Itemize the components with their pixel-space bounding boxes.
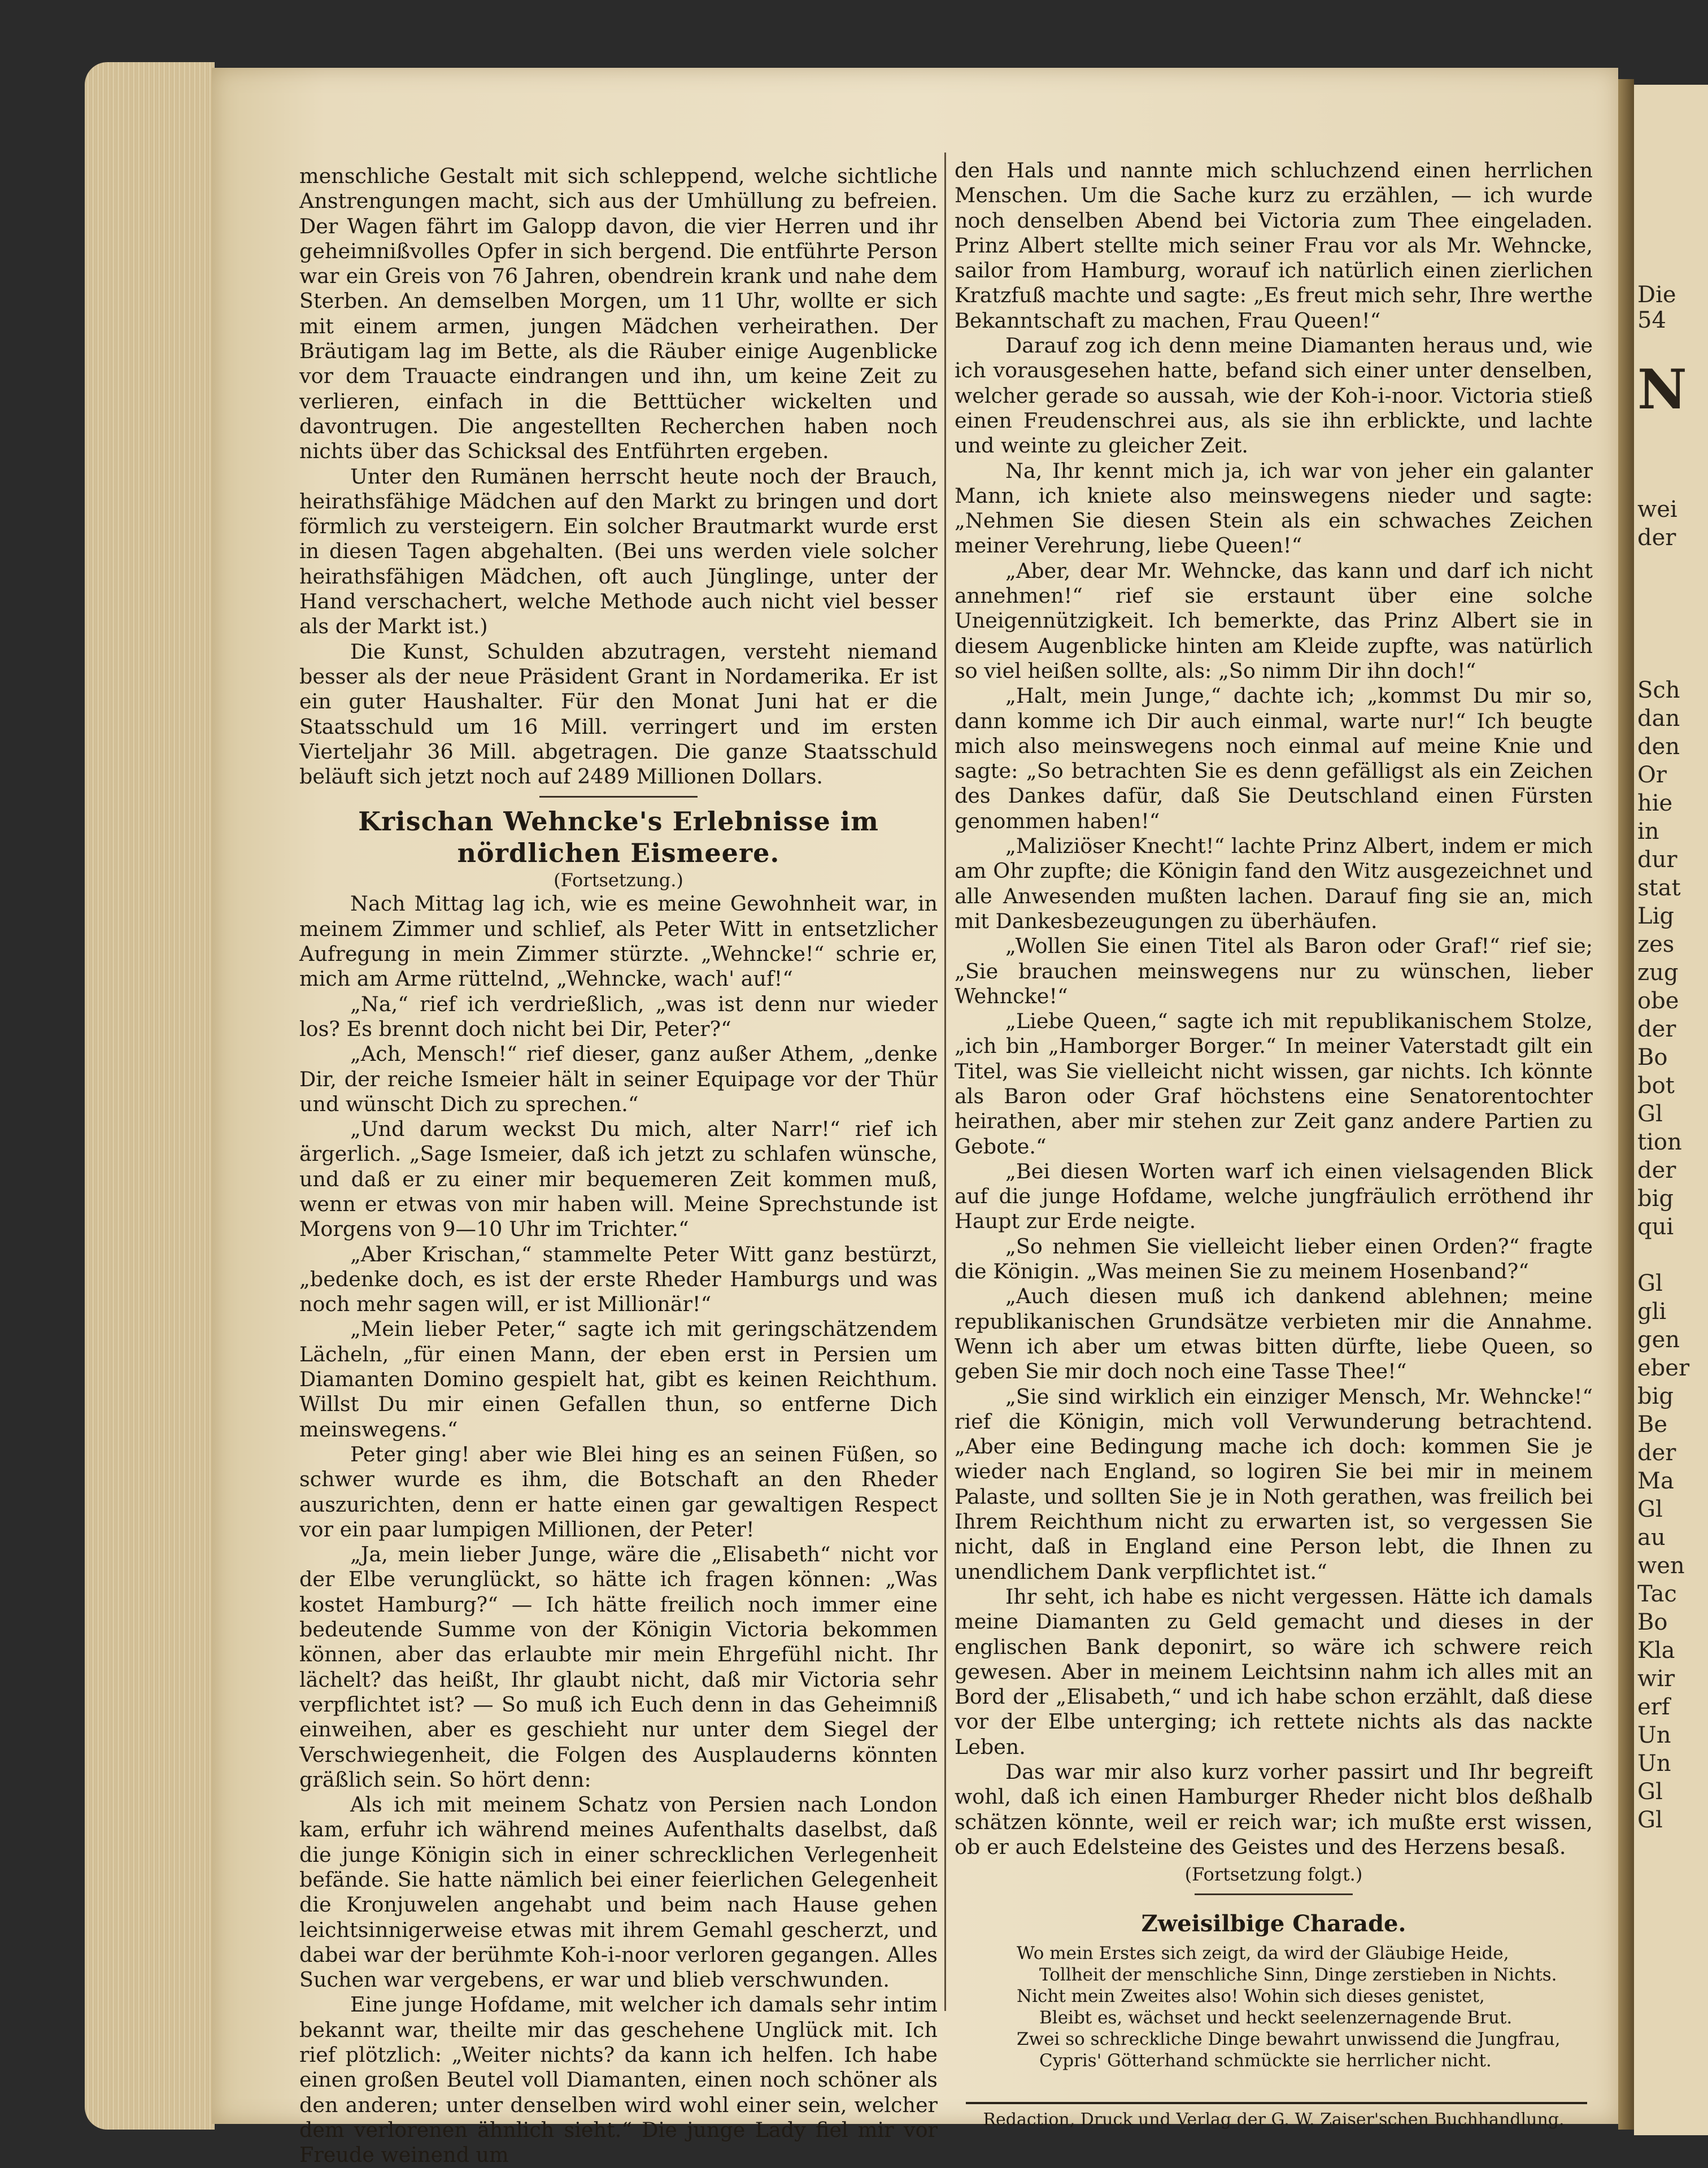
next-page-fragment: tion	[1637, 1129, 1682, 1155]
column-divider	[944, 153, 946, 2011]
next-page-fragment: Sch	[1637, 677, 1680, 703]
story-paragraph: „Wollen Sie einen Titel als Baron oder Graf!“ rief sie; „Sie brauchen meinswegens nur zu wünschen, lieber Wehncke!“	[955, 934, 1593, 1008]
next-page-fragment: Gl	[1637, 1101, 1663, 1127]
next-page-fragment: bot	[1637, 1073, 1675, 1099]
poem-line: Zwei so schreckliche Dinge bewahrt unwissend die Jungfrau,	[1017, 2029, 1561, 2050]
section-divider	[539, 796, 698, 798]
next-page-fragment: Gl	[1637, 1807, 1663, 1833]
poem-line: Bleibt es, wächset und heckt seelenzernagende Brut.	[1039, 2008, 1513, 2028]
article-paragraph: menschliche Gestalt mit sich schleppend, welche sichtliche Anstrengungen macht, sich aus der Umhüllung zu befreien. Der Wagen fährt im Galopp davon, die vier Herren und ihr geheimnißvolles Opfer in sich bergend. Die entführte Person war ein Greis von 76 Jahren, obendrein krank und nahe dem Sterben. An demselben Morgen, um 11 Uhr, wollte er sich mit einem armen, jungen Mädchen verheirathen. Der Bräutigam lag im Bette, als die Räuber einige Augenblicke vor dem Trauacte eindrangen und ihn, um keine Zeit zu verlieren, einfach in die Betttücher wickelten und davontrugen. Die angestellten Recherchen haben noch nichts über das Schicksal des Entführten ergeben.	[299, 164, 938, 464]
next-page-fragment: erf	[1637, 1694, 1670, 1720]
next-page-fragment: obe	[1637, 988, 1679, 1014]
right-column	[955, 158, 1593, 2131]
page-gutter	[1618, 79, 1634, 2130]
story-paragraph: den Hals und nannte mich schluchzend einen herrlichen Menschen. Um die Sache kurz zu erzählen, — ich wurde noch denselben Abend bei Victoria zum Thee eingeladen. Prinz Albert stellte mich seiner Frau vor als Mr. Wehncke, sailor from Hamburg, worauf ich natürlich einen zierlichen Kratzfuß machte und sagte: „Es freut mich sehr, Ihre werthe Bekanntschaft zu machen, Frau Queen!“	[955, 158, 1593, 333]
next-page-fragment: big	[1637, 1186, 1674, 1212]
story-paragraph: „Ach, Mensch!“ rief dieser, ganz außer Athem, „denke Dir, der reiche Ismeier hält in seiner Equipage vor der Thür und wünscht Dich zu sprechen.“	[299, 1042, 938, 1116]
next-page-fragment: dur	[1637, 847, 1677, 873]
poem-title: Zweisilbige Charade.	[1141, 1910, 1406, 1938]
next-page-fragment: Un	[1637, 1722, 1671, 1748]
article-paragraph: Unter den Rumänen herrscht heute noch der Brauch, heirathsfähige Mädchen auf den Markt zu bringen und dort förmlich zu versteigern. Ein solcher Brautmarkt wurde erst in diesen Tagen abgehalten. (Bei uns werden viele solcher heirathsfähigen Mädchen, oft auch Jünglinge, unter der Hand verschachert, welche Methode auch nicht viel besser als der Markt ist.)	[299, 464, 938, 639]
next-page-fragment: Bo	[1637, 1609, 1668, 1635]
story-paragraph: „Aber, dear Mr. Wehncke, das kann und darf ich nicht annehmen!“ rief sie erstaunt über eine solche Uneigennützigkeit. Ich bemerkte, das Prinz Albert sie in diesem Augenblicke hinten am Kleide zupfte, was natürlich so viel heißen sollte, als: „So nimm Dir ihn doch!“	[955, 558, 1593, 683]
story-paragraph: „So nehmen Sie vielleicht lieber einen Orden?“ fragte die Königin. „Was meinen Sie zu meinem Hosenband?“	[955, 1234, 1593, 1284]
next-page-fragment: qui	[1637, 1214, 1674, 1240]
left-column	[299, 164, 938, 2168]
story-paragraph: Darauf zog ich denn meine Diamanten heraus und, wie ich vorausgesehen hatte, befand sich einer unter denselben, welcher gerade so aussah, wie der Koh-i-noor. Victoria stieß einen Freudenschrei aus, als sie ihn erblickte, und lachte und weinte zu gleicher Zeit.	[955, 333, 1593, 458]
poem-line: Tollheit der menschliche Sinn, Dinge zerstieben in Nichts.	[1039, 1965, 1557, 1986]
next-page-fragment: wei	[1637, 497, 1677, 523]
footer-rule	[966, 2102, 1587, 2104]
next-page-fragment: N	[1637, 358, 1687, 421]
article-paragraph: Die Kunst, Schulden abzutragen, versteht niemand besser als der neue Präsident Grant in Nordamerika. Er ist ein guter Haushalter. Für den Monat Juni hat er die Staatsschuld um 16 Mill. verringert und im ersten Vierteljahr 36 Mill. abgetragen. Die ganze Staatsschuld beläuft sich jetzt noch auf 2489 Millionen Dollars.	[299, 639, 938, 789]
next-page-fragment: Die	[1637, 282, 1676, 308]
story-continuation-note: (Fortsetzung.)	[554, 869, 683, 891]
next-page-fragment: der	[1637, 1016, 1676, 1042]
next-page-fragment: Kla	[1637, 1638, 1675, 1664]
continuation-note: (Fortsetzung folgt.)	[1184, 1864, 1363, 1886]
story-paragraph: Als ich mit meinem Schatz von Persien nach London kam, erfuhr ich während meines Aufenthalts daselbst, daß die junge Königin sich in einer schrecklichen Verlegenheit befände. Sie hatte nämlich bei einer feierlichen Gelegenheit die Kronjuwelen angehabt und beim nach Hause gehen leichtsinnigerweise etwas mit ihrem Gemahl gescherzt, und dabei war der berühmte Koh-i-noor verloren gegangen. Alles Suchen war vergebens, er war und blieb verschwunden.	[299, 1792, 938, 1992]
next-page-fragment: der	[1637, 525, 1676, 551]
story-paragraph: Eine junge Hofdame, mit welcher ich damals sehr intim bekannt war, theilte mir das geschehene Unglück mit. Ich rief plötzlich: „Weiter nichts? da kann ich helfen. Ich habe einen großen Beutel voll Diamanten, einen noch schöner als den anderen; unter denselben wird wohl einer sein, welcher dem verlorenen ähnlich sieht.“ Die junge Lady fiel mir vor Freude weinend um	[299, 1992, 938, 2167]
next-page-fragment: stat	[1637, 875, 1681, 901]
next-page-fragment: wir	[1637, 1666, 1675, 1692]
book-binding-edge	[85, 62, 215, 2130]
story-paragraph: „Aber Krischan,“ stammelte Peter Witt ganz bestürzt, „bedenke doch, es ist der erste Rheder Hamburgs und was noch mehr sagen will, er ist Millionär!“	[299, 1242, 938, 1317]
next-page-fragment: Lig	[1637, 903, 1674, 929]
next-page-fragment: Gl	[1637, 1496, 1663, 1522]
next-page-fragment: Tac	[1637, 1581, 1677, 1607]
next-page-fragment: der	[1637, 1157, 1676, 1183]
story-paragraph: „Bei diesen Worten warf ich einen vielsagenden Blick auf die junge Hofdame, welche jungfräulich erröthend ihr Haupt zur Erde neigte.	[955, 1159, 1593, 1234]
story-paragraph: Na, Ihr kennt mich ja, ich war von jeher ein galanter Mann, ich kniete also meinswegens nieder und sagte: „Nehmen Sie diesen Stein als ein schwaches Zeichen meiner Verehrung, liebe Queen!“	[955, 458, 1593, 558]
next-page-fragment: Bo	[1637, 1044, 1668, 1070]
next-page-fragment: Gl	[1637, 1779, 1663, 1805]
next-page-fragment: Or	[1637, 762, 1667, 788]
next-page-fragment: hie	[1637, 790, 1673, 816]
next-page-fragment: gen	[1637, 1327, 1680, 1353]
story-title: Krischan Wehncke's Erlebnisse im nördlichen Eismeere.	[358, 806, 879, 869]
publisher-imprint: Redaction, Druck und Verlag der G. W. Zaiser'schen Buchhandlung.	[983, 2110, 1565, 2130]
next-page-fragment: den	[1637, 734, 1680, 760]
story-paragraph: „Halt, mein Junge,“ dachte ich; „kommst Du mir so, dann komme ich Dir auch einmal, warte nur!“ Ich beugte mich also meinswegens noch einmal auf meine Knie und sagte: „So betrachten Sie es denn gefälligst als ein Zeichen des Dankes dafür, daß Sie Deutschland einen Fürsten genommen haben!“	[955, 684, 1593, 833]
story-paragraph: „Ja, mein lieber Junge, wäre die „Elisabeth“ nicht vor der Elbe verunglückt, so hätte ich fragen können: „Was kostet Hamburg?“ — Ich hätte freilich noch immer eine bedeutende Summe von der Königin Victoria bekommen können, aber das erlaubte mir mein Ehrgefühl nicht. Ihr lächelt? das heißt, Ihr glaubt nicht, daß mir Victoria sehr verpflichtet ist? — So muß ich Euch denn in das Geheimniß einweihen, aber es geschieht nur unter dem Siegel der Verschwiegenheit, die Folgen des Ausplauderns könnten gräßlich sein. So hört denn:	[299, 1542, 938, 1792]
next-page-fragment: Be	[1637, 1412, 1668, 1438]
poem-line: Wo mein Erstes sich zeigt, da wird der Gläubige Heide,	[1017, 1943, 1509, 1964]
story-paragraph: „Liebe Queen,“ sagte ich mit republikanischem Stolze, „ich bin „Hamborger Borger.“ In meiner Vaterstadt gilt ein Titel, was Sie vielleicht nicht wissen, gar nichts. Ich könnte als Baron oder Graf höchstens eine Senatorentochter heirathen, aber mir stehen zur Zeit ganz andere Partien zu Gebote.“	[955, 1009, 1593, 1159]
next-page-fragment: zug	[1637, 960, 1679, 986]
next-page-fragment: au	[1637, 1525, 1666, 1551]
next-page-fragment: 54	[1637, 307, 1666, 333]
next-page-fragment: gli	[1637, 1299, 1667, 1325]
story-paragraph: „Und darum weckst Du mich, alter Narr!“ rief ich ärgerlich. „Sage Ismeier, daß ich jetzt zu schlafen wünsche, und daß er zu einer mir bequemeren Zeit kommen muß, wenn er etwas von mir haben will. Meine Sprechstunde ist Morgens von 9—10 Uhr im Trichter.“	[299, 1117, 938, 1242]
next-page-fragment: big	[1637, 1383, 1674, 1409]
story-paragraph: „Maliziöser Knecht!“ lachte Prinz Albert, indem er mich am Ohr zupfte; die Königin fand den Witz ausgezeichnet und alle Anwesenden mußten lachen. Darauf fing sie an, mich mit Dankesbezeugungen zu überhäufen.	[955, 834, 1593, 933]
story-paragraph: Nach Mittag lag ich, wie es meine Gewohnheit war, in meinem Zimmer und schlief, als Peter Witt in entsetzlicher Aufregung in mein Zimmer stürzte. „Wehncke!“ schrie er, mich am Arme rüttelnd, „Wehncke, wach' auf!“	[299, 891, 938, 991]
poem-line: Nicht mein Zweites also! Wohin sich dieses genistet,	[1017, 1986, 1485, 2007]
poem-line: Cypris' Götterhand schmückte sie herrlicher nicht.	[1039, 2051, 1492, 2071]
story-paragraph: Das war mir also kurz vorher passirt und Ihr begreift wohl, daß ich einen Hamburger Rheder nicht blos deßhalb schätzen könnte, weil er reich war; ich mußte erst wissen, ob er auch Edelsteine des Geistes und des Herzens besaß.	[955, 1760, 1593, 1859]
next-page-fragment: dan	[1637, 706, 1680, 732]
next-page-fragment: Gl	[1637, 1270, 1663, 1296]
story-paragraph: Ihr seht, ich habe es nicht vergessen. Hätte ich damals meine Diamanten zu Geld gemacht und dieses in der englischen Bank deponirt, so wäre ich schwere reich gewesen. Aber in meinem Leichtsinn nahm ich alles mit an Bord der „Elisabeth,“ und ich habe schon erzählt, daß diese vor der Elbe unterging; ich rettete nichts als das nackte Leben.	[955, 1584, 1593, 1759]
next-page-fragment: wen	[1637, 1553, 1685, 1579]
section-divider	[1195, 1893, 1353, 1895]
story-paragraph: „Mein lieber Peter,“ sagte ich mit geringschätzendem Lächeln, „für einen Mann, der eben erst in Persien um Diamanten Domino gespielt hat, gibt es keinen Reichthum. Willst Du mir einen Gefallen thun, so entferne Dich meinswegens.“	[299, 1317, 938, 1442]
story-paragraph: „Auch diesen muß ich dankend ablehnen; meine republikanischen Grundsätze verbieten mir die Annahme. Wenn ich aber um etwas bitten dürfte, liebe Queen, so geben Sie mir doch noch eine Tasse Thee!“	[955, 1284, 1593, 1384]
next-page-fragment: in	[1637, 819, 1659, 844]
next-page-fragment: zes	[1637, 931, 1675, 957]
story-paragraph: „Sie sind wirklich ein einziger Mensch, Mr. Wehncke!“ rief die Königin, mich voll Verwunderung betrachtend. „Aber eine Bedingung mache ich doch: kommen Sie je wieder nach England, so logiren Sie bei mir in meinem Palaste, und sollten Sie je in Noth gerathen, was freilich bei Ihrem Reichthum nicht zu erwarten ist, so vergessen Sie nicht, daß in England eine Person lebt, die Ihnen zu unendlichem Dank verpflichtet ist.“	[955, 1384, 1593, 1584]
next-page-fragment: eber	[1637, 1355, 1690, 1381]
next-page-fragment: Un	[1637, 1751, 1671, 1777]
next-page-fragment: Ma	[1637, 1468, 1674, 1494]
poem	[1017, 1943, 1593, 2071]
story-paragraph: „Na,“ rief ich verdrießlich, „was ist denn nur wieder los? Es brennt doch nicht bei Dir, Peter?“	[299, 991, 938, 1041]
next-page-fragment: der	[1637, 1440, 1676, 1466]
story-paragraph: Peter ging! aber wie Blei hing es an seinen Füßen, so schwer wurde es ihm, die Botschaft an den Rheder auszurichten, denn er hatte einen gar gewaltigen Respect vor ein paar lumpigen Millionen, der Peter!	[299, 1442, 938, 1542]
next-page-edge	[1634, 85, 1708, 2135]
